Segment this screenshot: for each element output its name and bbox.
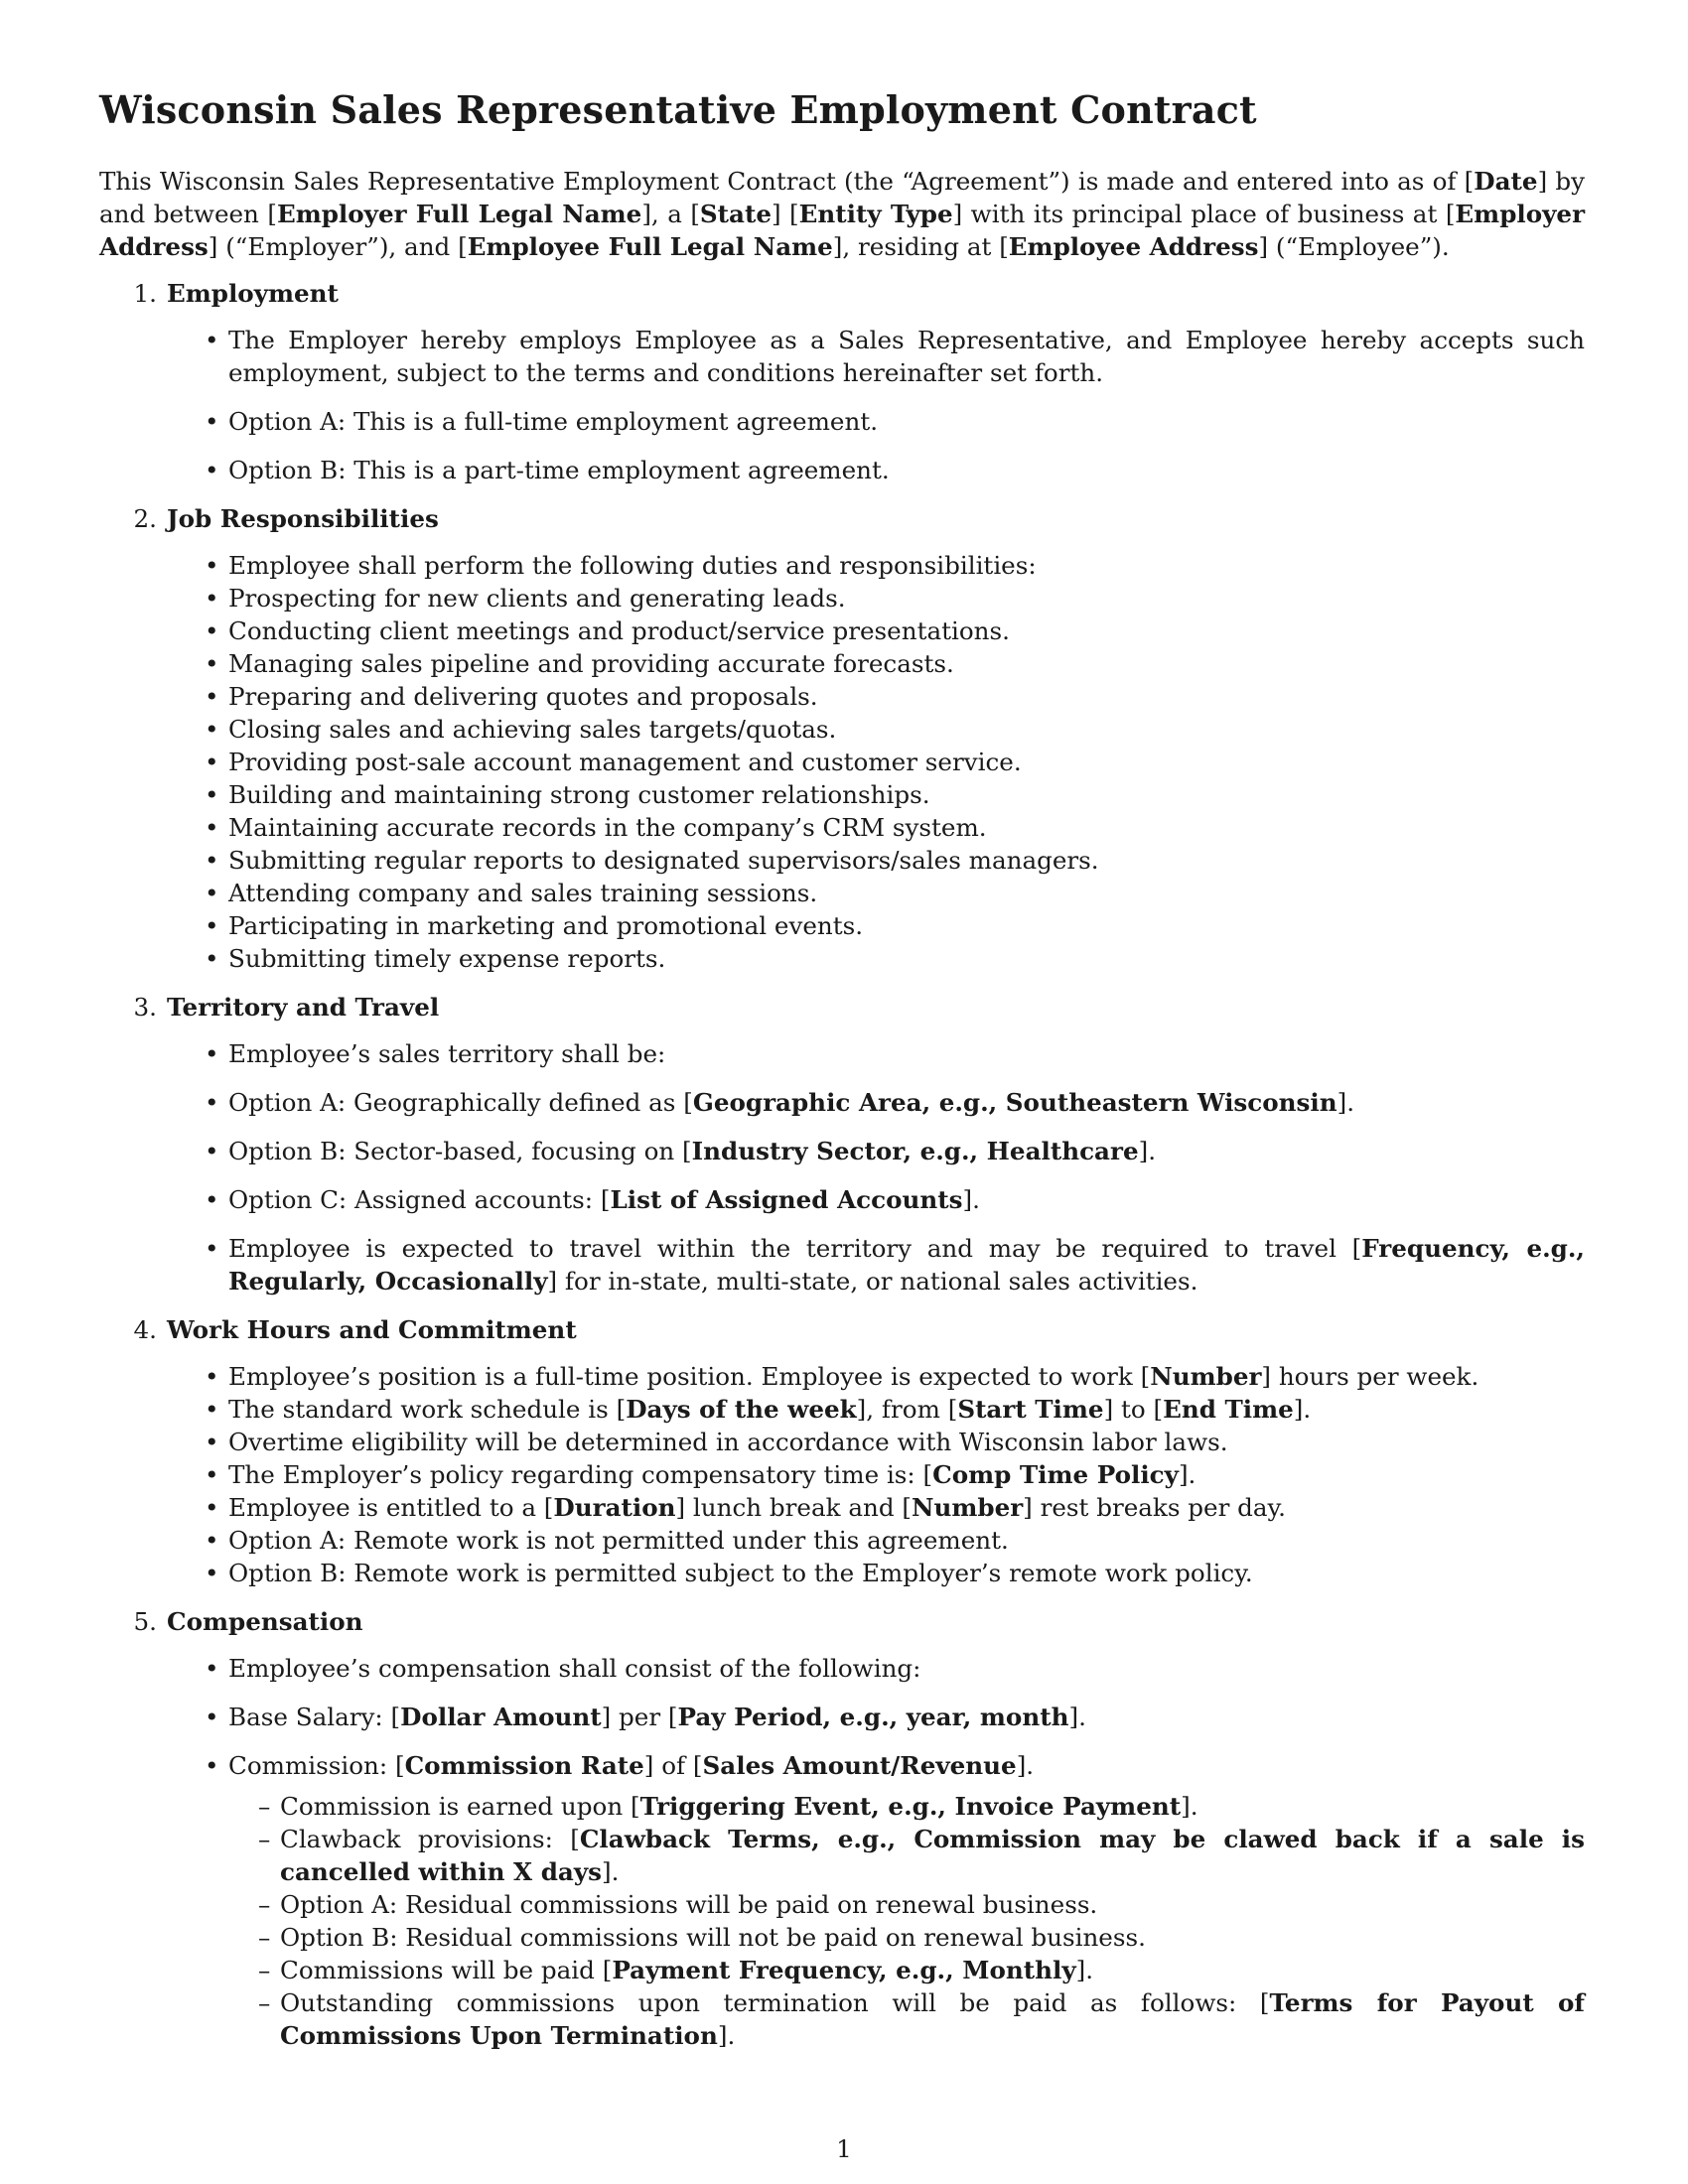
document-title: Wisconsin Sales Representative Employment Contract (99, 87, 1257, 132)
page-number: 1 (836, 2134, 852, 2163)
text-run: ]. (1178, 1460, 1196, 1489)
placeholder-field: Employee Full Legal Name (467, 232, 833, 261)
text-run: Providing post-sale account management and customer service. (228, 748, 1022, 776)
text-run: Outstanding commissions upon termination will be paid as follows: [ (280, 1988, 1270, 2017)
text-run: Participating in marketing and promotional events. (228, 911, 864, 940)
section-number: 3. (133, 993, 157, 1022)
list-item (167, 713, 1585, 746)
section-2 (99, 502, 1585, 975)
text-run: Clawback provisions: [ (280, 1825, 580, 1853)
text-run: Maintaining accurate records in the company’s CRM system. (228, 813, 987, 842)
list-item (167, 1086, 1585, 1119)
placeholder-field: Pay Period, e.g., year, month (677, 1703, 1069, 1731)
text-run: ]. (1075, 1956, 1094, 1984)
text-run: ] with its principal place of business at [ (952, 200, 1456, 228)
list-item (167, 1360, 1585, 1393)
text-run: ]. (1016, 1751, 1035, 1780)
list-item (167, 746, 1585, 778)
text-run: Preparing and delivering quotes and proposals. (228, 682, 818, 711)
list-item (167, 1458, 1585, 1491)
section-title: Job Responsibilities (167, 504, 439, 533)
section-list (99, 277, 1585, 2052)
section-number: 2. (133, 504, 157, 533)
list-item (167, 1557, 1585, 1589)
sub-list (228, 1790, 1585, 2052)
placeholder-field: Number (911, 1493, 1024, 1522)
placeholder-field: Commission Rate (404, 1751, 644, 1780)
placeholder-field: State (699, 200, 772, 228)
text-run: Option B: Remote work is permitted subject to the Employer’s remote work policy. (228, 1559, 1253, 1587)
text-run: Building and maintaining strong customer relationships. (228, 780, 930, 809)
placeholder-field: Frequency, e.g., Regularly, Occasionally (228, 1234, 1585, 1296)
sub-list-item (228, 1986, 1585, 2052)
section-heading (99, 277, 1585, 310)
placeholder-field: Payment Frequency, e.g., Monthly (612, 1956, 1076, 1984)
list-item (167, 549, 1585, 582)
section-heading (99, 502, 1585, 535)
text-run: Attending company and sales training sessions. (228, 879, 818, 907)
list-item (167, 942, 1585, 975)
section-number: 1. (133, 279, 157, 308)
list-item (167, 844, 1585, 877)
text-run: Option C: Assigned accounts: [ (228, 1185, 611, 1214)
placeholder-field: Number (1150, 1362, 1262, 1391)
placeholder-field: End Time (1163, 1395, 1294, 1424)
list-item (167, 1183, 1585, 1216)
text-run: The Employer’s policy regarding compensatory time is: [ (228, 1460, 933, 1489)
sub-list-item (228, 1954, 1585, 1986)
section-title: Employment (167, 279, 339, 308)
placeholder-field: Geographic Area, e.g., Southeastern Wisconsin (692, 1088, 1337, 1117)
text-run: Option B: This is a part-time employment agreement. (228, 456, 890, 484)
text-run: Commission is earned upon [ (280, 1792, 640, 1821)
sub-list-item (228, 1921, 1585, 1954)
placeholder-field: Comp Time Policy (932, 1460, 1179, 1489)
text-run: ] of [ (643, 1751, 703, 1780)
text-run: ], from [ (856, 1395, 958, 1424)
text-run: Closing sales and achieving sales targets/quotas. (228, 715, 837, 744)
placeholder-field: Employer Full Legal Name (276, 200, 642, 228)
list-item (167, 1135, 1585, 1167)
placeholder-field: Days of the week (626, 1395, 857, 1424)
text-run: The Employer hereby employs Employee as a Sales Representative, and Employee hereby accepts such employment, subject to the terms and conditions hereinafter set forth. (228, 326, 1585, 387)
list-item (167, 1701, 1585, 1733)
text-run: ] lunch break and [ (675, 1493, 912, 1522)
list-item (167, 811, 1585, 844)
text-run: Commission: [ (228, 1751, 405, 1780)
list-item (167, 877, 1585, 909)
sub-list-item (228, 1790, 1585, 1823)
text-run: ] per [ (601, 1703, 678, 1731)
section-number: 5. (133, 1607, 157, 1636)
text-run: Employee’s compensation shall consist of the following: (228, 1654, 921, 1683)
text-run: Employee shall perform the following duties and responsibilities: (228, 551, 1037, 580)
placeholder-field: Duration (553, 1493, 676, 1522)
text-run: ] rest breaks per day. (1023, 1493, 1286, 1522)
list-item (167, 647, 1585, 680)
list-item (167, 909, 1585, 942)
text-run: Option B: Sector-based, focusing on [ (228, 1137, 692, 1165)
bullet-list (167, 1652, 1585, 2052)
text-run: ] hours per week. (1261, 1362, 1479, 1391)
list-item (167, 324, 1585, 389)
list-item (167, 680, 1585, 713)
bullet-list (167, 1360, 1585, 1589)
placeholder-field: Clawback Terms, e.g., Commission may be clawed back if a sale is cancelled within X days (280, 1825, 1585, 1886)
text-run: ] to [ (1103, 1395, 1164, 1424)
text-run: Option A: Residual commissions will be paid on renewal business. (280, 1890, 1098, 1919)
placeholder-field: List of Assigned Accounts (610, 1185, 963, 1214)
text-run: ] (“Employee”). (1258, 232, 1450, 261)
placeholder-field: Industry Sector, e.g., Healthcare (691, 1137, 1139, 1165)
list-item (167, 582, 1585, 614)
text-run: Employee is expected to travel within the territory and may be required to travel [ (228, 1234, 1362, 1263)
list-item (167, 1491, 1585, 1524)
section-title: Territory and Travel (167, 993, 440, 1022)
text-run: Prospecting for new clients and generating leads. (228, 584, 846, 613)
section-number: 4. (133, 1315, 157, 1344)
list-item (167, 1524, 1585, 1557)
placeholder-field: Date (1474, 167, 1538, 196)
text-run: ]. (1181, 1792, 1198, 1821)
text-run: ], residing at [ (832, 232, 1009, 261)
section-title: Compensation (167, 1607, 363, 1636)
list-item (167, 1232, 1585, 1297)
list-item (167, 1037, 1585, 1070)
text-run: Option A: Remote work is not permitted under this agreement. (228, 1526, 1009, 1555)
text-run: Commissions will be paid [ (280, 1956, 613, 1984)
text-run: ] (“Employer”), and [ (208, 232, 468, 261)
section-5 (99, 1605, 1585, 2052)
text-run: Base Salary: [ (228, 1703, 401, 1731)
list-item (167, 405, 1585, 438)
list-item (167, 454, 1585, 486)
text-run: This Wisconsin Sales Representative Employment Contract (the “Agreement”) is made and entered into as of [ (99, 167, 1475, 196)
section-4 (99, 1313, 1585, 1589)
placeholder-field: Employer Address (99, 200, 1586, 261)
text-run: Overtime eligibility will be determined in accordance with Wisconsin labor laws. (228, 1428, 1228, 1456)
text-run: The standard work schedule is [ (228, 1395, 627, 1424)
text-run: Submitting regular reports to designated supervisors/sales managers. (228, 846, 1099, 875)
section-heading (99, 1313, 1585, 1346)
text-run: ] [ (772, 200, 799, 228)
placeholder-field: Entity Type (798, 200, 953, 228)
intro-paragraph (99, 165, 1585, 263)
section-heading (99, 1605, 1585, 1638)
placeholder-field: Terms for Payout of Commissions Upon Termination (280, 1988, 1585, 2050)
text-run: Option B: Residual commissions will not be paid on renewal business. (280, 1923, 1146, 1952)
text-run: Option A: Geographically defined as [ (228, 1088, 693, 1117)
text-run: ], a [ (641, 200, 700, 228)
text-run: Conducting client meetings and product/service presentations. (228, 616, 1010, 645)
placeholder-field: Employee Address (1008, 232, 1259, 261)
section-3 (99, 991, 1585, 1297)
list-item (167, 778, 1585, 811)
section-1 (99, 277, 1585, 486)
placeholder-field: Sales Amount/Revenue (702, 1751, 1017, 1780)
bullet-list (167, 1037, 1585, 1297)
text-run: Submitting timely expense reports. (228, 944, 666, 973)
text-run: ]. (717, 2021, 736, 2050)
placeholder-field: Dollar Amount (400, 1703, 602, 1731)
text-run: ]. (601, 1857, 620, 1886)
text-run: ]. (962, 1185, 980, 1214)
text-run: ]. (1336, 1088, 1355, 1117)
sub-list-item (228, 1823, 1585, 1888)
text-run: ]. (1293, 1395, 1312, 1424)
document-page (99, 87, 1585, 2062)
text-run: Managing sales pipeline and providing accurate forecasts. (228, 649, 954, 678)
text-run: ] for in-state, multi-state, or national sales activities. (547, 1267, 1198, 1296)
text-run: ] by and between [ (99, 167, 1585, 228)
list-item (167, 1393, 1585, 1426)
text-run: Employee’s sales territory shall be: (228, 1039, 666, 1068)
list-item (167, 1426, 1585, 1458)
placeholder-field: Triggering Event, e.g., Invoice Payment (639, 1792, 1182, 1821)
bullet-list (167, 324, 1585, 486)
list-item (167, 614, 1585, 647)
placeholder-field: Start Time (957, 1395, 1104, 1424)
text-run: Employee’s position is a full-time position. Employee is expected to work [ (228, 1362, 1151, 1391)
bullet-list (167, 549, 1585, 975)
section-heading (99, 991, 1585, 1024)
list-item (167, 1749, 1585, 2052)
text-run: Option A: This is a full-time employment agreement. (228, 407, 879, 436)
section-title: Work Hours and Commitment (167, 1315, 577, 1344)
text-run: Employee is entitled to a [ (228, 1493, 554, 1522)
list-item (167, 1652, 1585, 1685)
text-run: ]. (1138, 1137, 1157, 1165)
text-run: ]. (1068, 1703, 1086, 1731)
sub-list-item (228, 1888, 1585, 1921)
